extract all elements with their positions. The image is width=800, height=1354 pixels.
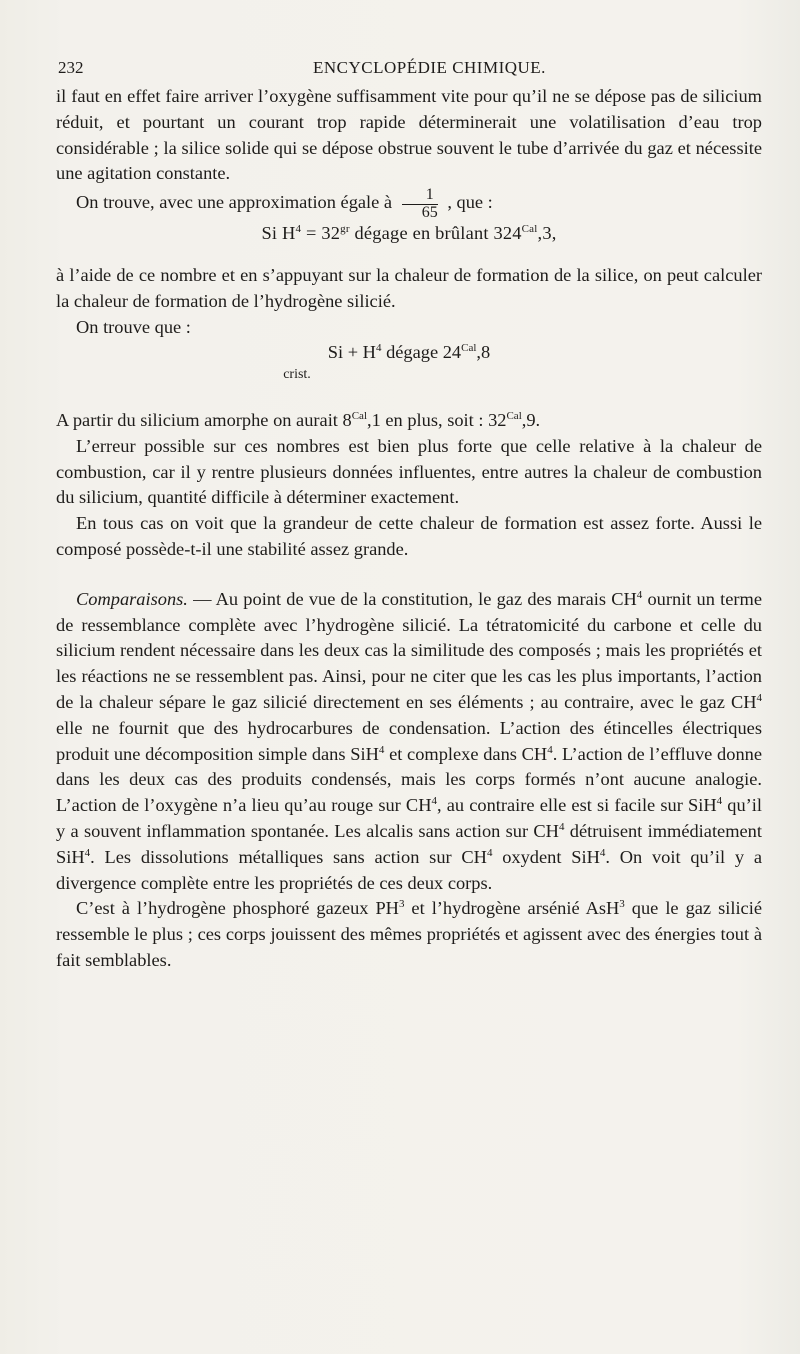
eq2-cal: Cal bbox=[461, 342, 477, 355]
eq1-left: Si H bbox=[261, 223, 296, 244]
p8-sup-6: 4 bbox=[716, 795, 723, 807]
p8-part-8: détruisent immédiatement SiH bbox=[56, 820, 762, 867]
spacing bbox=[56, 392, 762, 408]
approximation-fraction bbox=[402, 187, 438, 221]
p5-before: A partir du silicium amorphe on aurait 8 bbox=[56, 409, 352, 430]
p8-sup-8: 4 bbox=[84, 846, 91, 859]
p8-sup-5: 4 bbox=[431, 795, 437, 807]
p8-sup-3: 4 bbox=[378, 743, 385, 756]
p5-mid: ,1 en plus, soit : 32 bbox=[367, 409, 507, 430]
comparaisons-title: Comparaisons. bbox=[76, 588, 188, 609]
p9-part-2: et l’hydrogène arsénié AsH bbox=[404, 898, 620, 919]
eq1-h-sub: 4 bbox=[295, 223, 302, 236]
paragraph-7: En tous cas on voit que la grandeur de cette chaleur de formation est assez forte. Aussi le composé possède-t-il une stabilité assez grande. bbox=[56, 513, 762, 559]
p5-end: ,9. bbox=[521, 409, 541, 430]
fraction-numerator: 1 bbox=[402, 187, 438, 205]
p8-part-1: — Au point de vue de la constitution, le gaz des marais CH bbox=[187, 588, 637, 609]
paragraph-9 bbox=[56, 896, 762, 973]
p9-sup-1: 3 bbox=[398, 898, 405, 911]
eq1-end: ,3, bbox=[537, 223, 557, 244]
p8-part-4: et complexe dans CH bbox=[384, 743, 548, 764]
page-header bbox=[58, 58, 778, 84]
p8-part-11: . On voit qu’il y a divergence complète entre les propriétés de ces deux corps. bbox=[56, 846, 762, 893]
approximation-text-before: On trouve, avec une approximation égale à bbox=[76, 192, 393, 213]
spacing bbox=[56, 563, 762, 587]
paragraph-5 bbox=[56, 408, 762, 434]
p8-sup-4: 4 bbox=[547, 743, 553, 756]
p9-sup-2: 3 bbox=[619, 898, 625, 911]
page-number: 232 bbox=[58, 58, 84, 77]
p8-part-6: , au contraire elle est si facile sur SiH bbox=[436, 795, 717, 816]
p8-part-10: oxydent SiH bbox=[492, 846, 600, 867]
eq1-text: dégage en brûlant 324 bbox=[349, 223, 522, 244]
paragraph-3: à l’aide de ce nombre et en s’appuyant sur la chaleur de formation de la silice, on peut calculer la chaleur de formation de l’hydrogène silicié. bbox=[56, 264, 762, 311]
p9-part-1: C’est à l’hydrogène phosphoré gazeux PH bbox=[76, 898, 399, 919]
eq2-end: ,8 bbox=[476, 342, 491, 363]
approximation-text-after: , que : bbox=[447, 192, 493, 213]
equation-1 bbox=[56, 221, 762, 247]
p8-part-9: . Les dissolutions métalliques sans action sur CH bbox=[90, 846, 487, 867]
p5-cal1: Cal bbox=[351, 409, 367, 422]
eq1-mid: = 32 bbox=[301, 223, 341, 244]
p8-sup-7: 4 bbox=[558, 820, 565, 833]
eq2-h-sub: 4 bbox=[375, 342, 382, 355]
p8-part-5: . L’action de l’effluve donne dans les deux cas des produits condensés, mais les corps formés n’ont aucune analogie. L’action de l’oxygène n’a lieu qu’au rouge sur CH bbox=[56, 743, 762, 816]
p8-sup-2: 4 bbox=[756, 691, 762, 704]
paragraph-1: il faut en effet faire arriver l’oxygène suffisamment vite pour qu’il ne se dépose pas de silicium réduit, et pourtant un courant trop rapide déterminerait une volatilisation d’eau trop considérable ; la silice solide qui se dépose obstrue souvent le tube d’arrivée du gaz et nécessite une agitation constante. bbox=[56, 86, 762, 184]
approximation-line bbox=[56, 187, 762, 221]
fraction-denominator: 65 bbox=[421, 204, 438, 222]
spacing bbox=[56, 247, 762, 263]
eq2-left: Si + H bbox=[327, 342, 376, 363]
p8-sup-1: 4 bbox=[636, 588, 643, 601]
equation-2 bbox=[56, 340, 762, 392]
eq1-gr: gr bbox=[340, 223, 350, 236]
p8-part-7: qu’il y a souvent inflammation spontanée. Les alcalis sans action sur CH bbox=[56, 795, 762, 841]
main-text bbox=[56, 84, 762, 974]
p8-sup-9: 4 bbox=[486, 846, 493, 859]
equation-2-note: crist. bbox=[283, 367, 311, 383]
p8-part-3: elle ne fournit que des hydrocarbures de condensation. L’action des étincelles électriques produit une décomposition simple dans SiH bbox=[56, 717, 762, 764]
running-head: ENCYCLOPÉDIE CHIMIQUE. bbox=[313, 58, 546, 77]
paragraph-8 bbox=[56, 587, 762, 897]
p8-part-2: ournit un terme de ressemblance complète avec l’hydrogène silicié. La tétratomicité du carbone et celle du silicium rendent nécessaire dans les deux cas la similitude des composés ; mais les propriétés et les réactions ne se ressemblent pas. Ainsi, pour ne citer que les cas les plus importants, l’action de la chaleur sépare le gaz silicié directement en ses éléments ; au contraire, avec le gaz CH bbox=[56, 588, 762, 712]
paragraph-6: L’erreur possible sur ces nombres est bien plus forte que celle relative à la chaleur de combustion, car il y rentre plusieurs données influentes, entre autres la chaleur de combustion du silicium, quantité difficile à déterminer exactement. bbox=[56, 435, 762, 508]
p5-cal2: Cal bbox=[506, 409, 522, 422]
eq1-cal: Cal bbox=[521, 223, 538, 236]
p8-sup-10: 4 bbox=[599, 846, 606, 859]
paragraph-4: On trouve que : bbox=[76, 316, 191, 337]
p9-part-3: que le gaz silicié ressemble le plus ; ces corps jouissent des mêmes propriétés et agissent avec des énergies tout à fait semblables. bbox=[56, 898, 762, 970]
eq2-text: dégage 24 bbox=[381, 342, 462, 363]
